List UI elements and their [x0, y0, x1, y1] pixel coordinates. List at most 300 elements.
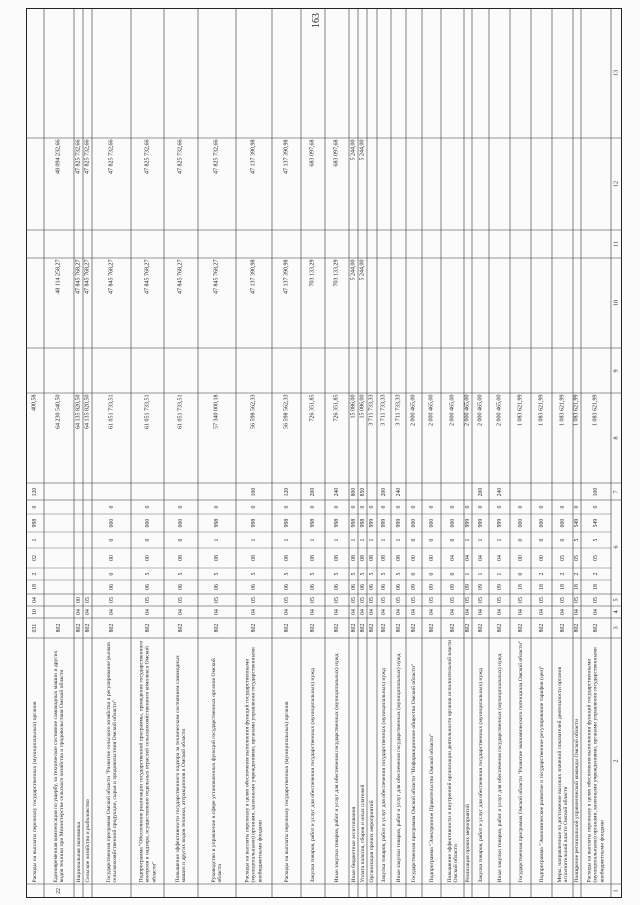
subsection-code: 05: [517, 597, 524, 603]
section-code-cell: [531, 606, 552, 618]
target-code-part: 06: [380, 584, 387, 590]
expense-type-code-cell: [377, 483, 391, 500]
target-code-part: 0: [428, 572, 435, 576]
amount-col-8-cell: [325, 393, 349, 483]
amount-col-12-cell: [301, 138, 325, 230]
target-code-part: 04: [449, 555, 456, 561]
item-name: Государственная программа Омской области "Информационное общество Омской области": [410, 663, 417, 883]
subsection-code-cell: [581, 594, 611, 606]
subsection-code: 05: [449, 597, 456, 603]
target-code-part-cell: [26, 532, 44, 548]
item-name: Сельское хозяйство и рыболовство: [84, 799, 91, 883]
item-name: Иные закупки товаров, работ и услуг для обеспечения государственных (муниципальных) нужд: [496, 653, 503, 883]
gov-code-cell: [441, 618, 464, 638]
target-code-part-cell: [377, 580, 391, 594]
expense-type-code-cell: [301, 483, 325, 500]
target-code-part: 1: [359, 538, 366, 542]
section-code-cell: [472, 606, 489, 618]
target-code-part: 2: [573, 572, 580, 576]
amount-col-8-cell: [441, 393, 464, 483]
target-code-part-cell: [472, 580, 489, 594]
target-code-part-cell: [581, 532, 611, 548]
amount-col-10-cell: [74, 258, 83, 348]
amount-col-10-cell: [325, 258, 349, 348]
target-code-part: 0: [359, 505, 366, 509]
subsection-code: 05: [368, 597, 375, 603]
target-code-part-cell: [489, 548, 510, 568]
target-code-part: 998: [283, 518, 290, 528]
gov-code-cell: [198, 618, 236, 638]
section-code: 04: [380, 609, 387, 615]
gov-code: 802: [84, 623, 91, 633]
gov-code: 802: [559, 623, 566, 633]
target-code-part-cell: [391, 568, 406, 580]
subsection-code-cell: [92, 594, 131, 606]
section-code-cell: [441, 606, 464, 618]
subsection-code: 00: [75, 597, 82, 603]
subsection-code: 05: [410, 597, 417, 603]
section-code: 04: [250, 609, 257, 615]
subsection-code-cell: [531, 594, 552, 606]
item-name-cell: [272, 638, 301, 884]
section-code: 04: [464, 609, 471, 615]
section-code: 04: [517, 609, 524, 615]
target-code-part: 0: [559, 505, 566, 509]
target-code-part-cell: [236, 532, 272, 548]
amount-col-8-cell: [406, 393, 422, 483]
target-code-part-cell: [377, 514, 391, 532]
gov-code: 802: [108, 623, 115, 633]
target-code-part: 0: [250, 505, 257, 509]
subsection-code: 05: [144, 597, 151, 603]
target-code-part-cell: [358, 532, 367, 548]
target-code-part: 998: [359, 518, 366, 528]
subsection-code: 05: [380, 597, 387, 603]
amount-col-8: 2 000 465,00: [477, 394, 484, 426]
target-code-part: 000: [428, 518, 435, 528]
gov-code-cell: [301, 618, 325, 638]
section-code: 04: [359, 609, 366, 615]
target-code-part-cell: [510, 568, 531, 580]
subsection-code: 05: [283, 597, 290, 603]
amount-col-8-cell: [272, 393, 301, 483]
target-code-part: 1: [368, 538, 375, 542]
target-code-part: 06: [108, 584, 115, 590]
subsection-code-cell: [74, 594, 83, 606]
target-code-part-cell: [367, 548, 377, 568]
target-code-part: 0: [496, 505, 503, 509]
target-code-part: 08: [333, 555, 340, 561]
header-col-1-cell: [611, 884, 622, 898]
subsection-code-cell: [464, 594, 472, 606]
target-code-part-cell: [301, 532, 325, 548]
amount-col-12: 683 097,68: [333, 139, 340, 167]
amount-col-8-cell: [510, 393, 531, 483]
gov-code: 802: [144, 623, 151, 633]
gov-code: 802: [333, 623, 340, 633]
amount-col-12-cell: [198, 138, 236, 230]
target-code-part: 1: [283, 538, 290, 542]
section-code-cell: [510, 606, 531, 618]
target-code-part: 06: [213, 584, 220, 590]
amount-col-12-cell: [92, 138, 131, 230]
amount-col-8: 726 351,85: [333, 394, 340, 422]
target-code-part-cell: [406, 580, 422, 594]
item-name: Закупка товаров, работ и услуг для обеспечения государственных (муниципальных) нужд: [380, 668, 387, 883]
target-code-part: 5: [380, 572, 387, 576]
section-code-cell: [301, 606, 325, 618]
target-code-part-cell: [464, 580, 472, 594]
section-code-cell: [367, 606, 377, 618]
amount-col-12: 5 244,00: [359, 139, 366, 161]
target-code-part: 08: [380, 555, 387, 561]
target-code-part: 999: [464, 518, 471, 528]
gov-code-cell: [272, 618, 301, 638]
target-code-part-cell: [377, 500, 391, 514]
target-code-part: 00: [410, 555, 417, 561]
amount-col-8: 61 051 733,51: [144, 394, 151, 429]
item-name-cell: [406, 638, 422, 884]
section-code: 04: [144, 609, 151, 615]
item-name: Закупка товаров, работ и услуг для обеспечения государственных (муниципальных) нужд: [309, 668, 316, 883]
item-name: Поощрение региональной управленческой команды Омской области: [573, 719, 580, 883]
subsection-code-cell: [472, 594, 489, 606]
gov-code-cell: [83, 618, 92, 638]
target-code-part-cell: [131, 514, 164, 532]
section-code-cell: [83, 606, 92, 618]
target-code-part-cell: [531, 548, 552, 568]
subsection-code: 05: [309, 597, 316, 603]
target-code-part: 2: [592, 572, 599, 576]
target-code-part: 08: [177, 555, 184, 561]
target-code-part: 00: [428, 555, 435, 561]
target-code-part-cell: [391, 514, 406, 532]
target-code-part: 999: [380, 518, 387, 528]
header-col-2-cell: [611, 638, 622, 884]
target-code-part: 18: [517, 584, 524, 590]
amount-col-10-cell: [92, 258, 131, 348]
target-code-part: 0: [395, 505, 402, 509]
target-code-part: 08: [359, 555, 366, 561]
target-code-part: 0: [573, 505, 580, 509]
section-code: 04: [573, 609, 580, 615]
amount-col-8-cell: [377, 393, 391, 483]
target-code-part: 08: [350, 555, 357, 561]
target-code-part: 000: [449, 518, 456, 528]
target-code-part: 000: [410, 518, 417, 528]
gov-code-cell: [573, 618, 581, 638]
item-name-cell: [581, 638, 611, 884]
target-code-part: 00: [538, 555, 545, 561]
amount-col-12-cell: [83, 138, 92, 230]
header-col-9-cell: [611, 348, 622, 393]
gov-code-cell: [472, 618, 489, 638]
target-code-part-cell: [164, 580, 198, 594]
target-code-part: 05: [573, 555, 580, 561]
target-code-part-cell: [391, 548, 406, 568]
amount-col-10-cell: [358, 258, 367, 348]
amount-col-10: 47 845 768,27: [213, 259, 220, 294]
target-code-part-cell: [441, 514, 464, 532]
amount-col-8-cell: [391, 393, 406, 483]
gov-code-cell: [391, 618, 406, 638]
subsection-code-cell: [367, 594, 377, 606]
section-code: 04: [449, 609, 456, 615]
header-col-12-cell: [611, 138, 622, 230]
target-code-part-cell: [464, 514, 472, 532]
gov-code-cell: [92, 618, 131, 638]
header-col-2: 2: [612, 759, 620, 763]
target-code-part: 549: [573, 518, 580, 528]
gov-code: 802: [410, 623, 417, 633]
target-code-part: 09: [464, 584, 471, 590]
amount-col-12: 47 825 732,66: [84, 139, 91, 174]
amount-col-12-cell: [272, 138, 301, 230]
section-code: 04: [75, 609, 82, 615]
target-code-part: 5: [573, 538, 580, 542]
gov-code: 802: [538, 623, 545, 633]
amount-col-10: 47 137 390,98: [283, 259, 290, 294]
target-code-part: 02: [31, 555, 38, 561]
target-code-part-cell: [573, 532, 581, 548]
target-code-part-cell: [552, 568, 573, 580]
expense-type-code-cell: [349, 483, 358, 500]
item-name: Подпрограмма "Экономическое развитие и государственное регулирование тарифов (цен)": [538, 665, 545, 883]
target-code-part-cell: [131, 580, 164, 594]
item-name: Расходы на выплаты персоналу государственных (муниципальных) органов: [283, 701, 290, 883]
target-code-part: 0: [144, 538, 151, 542]
section-code: 04: [177, 609, 184, 615]
item-name: Повышение эффективности и внутренней организации деятельности органов исполнительной власти Омской области: [446, 639, 459, 883]
target-code-part: 000: [538, 518, 545, 528]
target-code-part-cell: [573, 500, 581, 514]
item-name: Единовременная компенсация по ущербу, за техническое состояние самоходных машин и других видов техники при Министерстве сельского хозяйства и продовольствия Омской области: [52, 650, 65, 883]
target-code-part: 0: [380, 505, 387, 509]
target-code-part-cell: [92, 532, 131, 548]
target-code-part: 0: [177, 538, 184, 542]
target-code-part: 5: [359, 572, 366, 576]
target-code-part: 18: [31, 584, 38, 590]
target-code-part-cell: [92, 580, 131, 594]
gov-code: 802: [250, 623, 257, 633]
item-name-cell: [367, 638, 377, 884]
subsection-code: 05: [464, 597, 471, 603]
target-code-part: 0: [410, 538, 417, 542]
target-code-part-cell: [198, 548, 236, 568]
target-code-part-cell: [367, 580, 377, 594]
amount-col-8: 57 340 000,18: [213, 394, 220, 429]
target-code-part: 09: [477, 584, 484, 590]
target-code-part-cell: [531, 500, 552, 514]
subsection-code-cell: [406, 594, 422, 606]
amount-col-8: 56 598 562,33: [283, 394, 290, 429]
amount-col-12-cell: [74, 138, 83, 230]
target-code-part: 0: [449, 538, 456, 542]
subsection-code: 05: [573, 597, 580, 603]
target-code-part: 1: [477, 572, 484, 576]
subsection-code: 05: [250, 597, 257, 603]
expense-type-code-cell: [358, 483, 367, 500]
section-code: 04: [428, 609, 435, 615]
item-name-cell: [441, 638, 464, 884]
section-code-cell: [391, 606, 406, 618]
amount-col-10-cell: [301, 258, 325, 348]
gov-code: 802: [477, 623, 484, 633]
item-name-cell: [74, 638, 83, 884]
target-code-part-cell: [349, 548, 358, 568]
target-code-part: 2: [31, 572, 38, 576]
section-code: 04: [496, 609, 503, 615]
target-code-part-cell: [581, 500, 611, 514]
target-code-part-cell: [441, 532, 464, 548]
amount-col-10-cell: [164, 258, 198, 348]
target-code-part: 0: [477, 505, 484, 509]
gov-code-cell: [358, 618, 367, 638]
expense-type-code: 800: [350, 487, 357, 496]
target-code-part: 5: [350, 572, 357, 576]
target-code-part: 1: [496, 572, 503, 576]
amount-col-8-cell: [349, 393, 358, 483]
target-code-part-cell: [464, 548, 472, 568]
section-code-cell: [74, 606, 83, 618]
header-col-4-cell: [611, 606, 622, 618]
target-code-part-cell: [358, 568, 367, 580]
target-code-part-cell: [422, 514, 441, 532]
target-code-part: 1: [496, 538, 503, 542]
amount-col-8-cell: [44, 393, 74, 483]
amount-col-12: 47 137 390,98: [283, 139, 290, 174]
target-code-part: 0: [428, 538, 435, 542]
item-name: Национальная экономика: [75, 821, 82, 883]
target-code-part-cell: [164, 532, 198, 548]
gov-code-cell: [131, 618, 164, 638]
expense-type-code-cell: [272, 483, 301, 500]
target-code-part-cell: [26, 580, 44, 594]
gov-code: 802: [449, 623, 456, 633]
target-code-part-cell: [406, 514, 422, 532]
subsection-code-cell: [441, 594, 464, 606]
item-name-cell: [44, 638, 74, 884]
gov-code-cell: [236, 618, 272, 638]
subsection-code-cell: [377, 594, 391, 606]
header-col-8-cell: [611, 393, 622, 483]
target-code-part: 549: [592, 518, 599, 528]
amount-col-8: 64 135 820,50: [84, 394, 91, 429]
item-name: Повышение эффективности государственного надзора за техническим состоянием самоходных машин и других видов техники, аттракционов в Омской области: [174, 655, 187, 883]
subsection-code: 05: [395, 597, 402, 603]
amount-col-8: 15 086,00: [350, 394, 357, 419]
target-code-part-cell: [441, 548, 464, 568]
subsection-code-cell: [358, 594, 367, 606]
gov-code: 802: [380, 623, 387, 633]
gov-code: 802: [283, 623, 290, 633]
amount-col-12-cell: [236, 138, 272, 230]
target-code-part: 18: [592, 584, 599, 590]
item-name-cell: [92, 638, 131, 884]
gov-code-cell: [26, 618, 44, 638]
target-code-part-cell: [26, 568, 44, 580]
amount-col-8: 2 000 465,00: [428, 394, 435, 426]
amount-col-10: 47 845 768,27: [108, 259, 115, 294]
target-code-part-cell: [406, 532, 422, 548]
target-code-part-cell: [272, 514, 301, 532]
amount-col-12: 47 137 390,98: [250, 139, 257, 174]
target-code-part-cell: [581, 548, 611, 568]
subsection-code: 05: [559, 597, 566, 603]
target-code-part: 0: [368, 505, 375, 509]
target-code-part-cell: [367, 514, 377, 532]
target-code-part: 18: [559, 584, 566, 590]
target-code-part: 5: [309, 572, 316, 576]
section-code-cell: [573, 606, 581, 618]
amount-col-8: 1 083 621,99: [538, 394, 545, 426]
item-name-cell: [349, 638, 358, 884]
item-name: Закупка товаров, работ и услуг для обеспечения государственных (муниципальных) нужд: [477, 668, 484, 883]
amount-col-8-cell: [74, 393, 83, 483]
item-name-cell: [301, 638, 325, 884]
target-code-part-cell: [367, 568, 377, 580]
item-name-cell: [83, 638, 92, 884]
header-col-11-cell: [611, 230, 622, 258]
subsection-code: 04: [31, 597, 38, 603]
header-col-11: 11: [612, 241, 620, 247]
subsection-code: 05: [213, 597, 220, 603]
target-code-part-cell: [367, 532, 377, 548]
section-code: 04: [350, 609, 357, 615]
target-code-part-cell: [464, 500, 472, 514]
target-code-part: 05: [592, 555, 599, 561]
subsection-code: 05: [538, 597, 545, 603]
expense-type-code-cell: [391, 483, 406, 500]
gov-code: 802: [75, 623, 82, 633]
target-code-part: 5: [250, 572, 257, 576]
target-code-part: 0: [428, 505, 435, 509]
amount-col-8-cell: [581, 393, 611, 483]
item-name-cell: [464, 638, 472, 884]
target-code-part-cell: [26, 500, 44, 514]
subsection-code: 05: [177, 597, 184, 603]
subsection-code-cell: [489, 594, 510, 606]
expense-type-code: 120: [31, 487, 38, 496]
header-col-5: 5: [612, 598, 620, 602]
expense-type-code-cell: [489, 483, 510, 500]
target-code-part: 06: [333, 584, 340, 590]
subsection-code-cell: [236, 594, 272, 606]
target-code-part: 0: [213, 505, 220, 509]
target-code-part-cell: [349, 514, 358, 532]
section-code-cell: [422, 606, 441, 618]
item-name: Иные бюджетные ассигнования: [350, 806, 357, 883]
target-code-part-cell: [531, 532, 552, 548]
target-code-part: 1: [309, 538, 316, 542]
target-code-part: 08: [368, 555, 375, 561]
target-code-part-cell: [325, 580, 349, 594]
target-code-part-cell: [301, 580, 325, 594]
target-code-part: 1: [380, 538, 387, 542]
target-code-part: 04: [496, 555, 503, 561]
budget-ledger-table: [26, 8, 622, 898]
subsection-code-cell: [272, 594, 301, 606]
section-code-cell: [406, 606, 422, 618]
expense-type-code-cell: [472, 483, 489, 500]
subsection-code-cell: [26, 594, 44, 606]
target-code-part: 5: [395, 572, 402, 576]
amount-col-12-cell: [164, 138, 198, 230]
target-code-part-cell: [198, 568, 236, 580]
target-code-part-cell: [573, 514, 581, 532]
amount-col-8-cell: [367, 393, 377, 483]
target-code-part: 0: [108, 572, 115, 576]
